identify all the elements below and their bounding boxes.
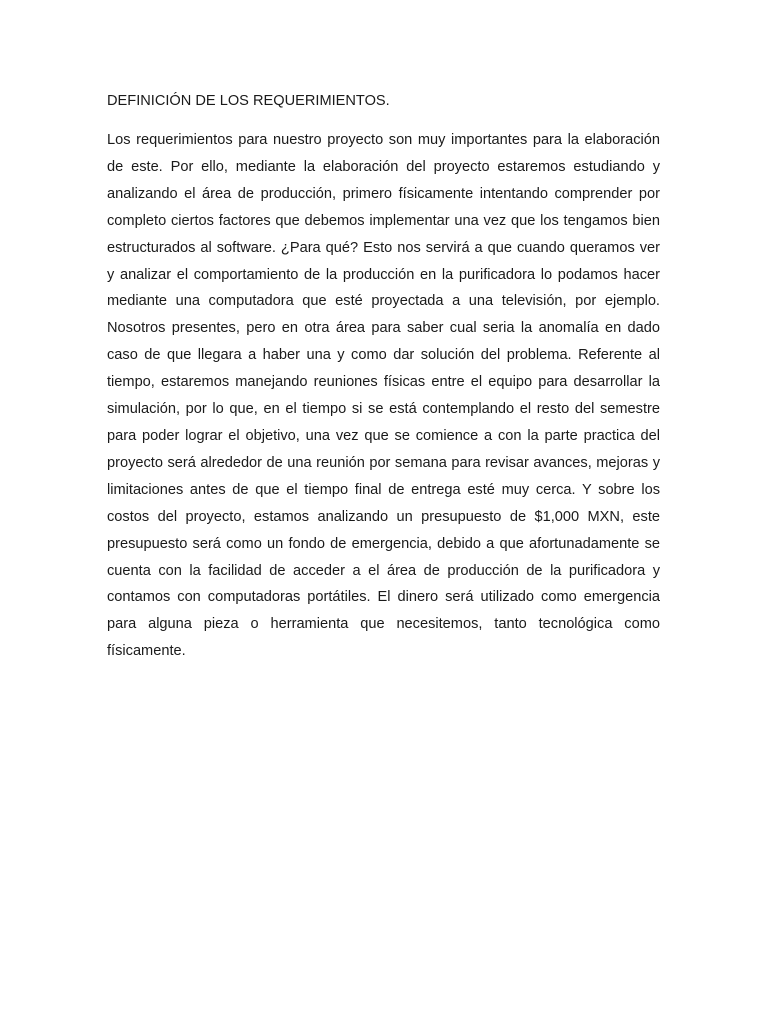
document-content — [107, 91, 660, 665]
document-body-paragraph: Los requerimientos para nuestro proyecto son muy importantes para la elaboración de este. Por ello, mediante la elaboración del proyecto estaremos estudiando y analizando el área de producción, primero físicamente intentando comprender por completo ciertos factores que debemos implementar una vez que los tengamos bien estructurados al software. ¿Para qué? Esto nos servirá a que cuando queramos ver y analizar el comportamiento de la producción en la purificadora lo podamos hacer mediante una computadora que esté proyectada a una televisión, por ejemplo. Nosotros presentes, pero en otra área para saber cual seria la anomalía en dado caso de que llegara a haber una y como dar solución del problema. Referente al tiempo, estaremos manejando reuniones físicas entre el equipo para desarrollar la simulación, por lo que, en el tiempo si se está contemplando el resto del semestre para poder lograr el objetivo, una vez que se comience a con la parte practica del proyecto será alrededor de una reunión por semana para revisar avances, mejoras y limitaciones antes de que el tiempo final de entrega esté muy cerca. Y sobre los costos del proyecto, estamos analizando un presupuesto de $1,000 MXN, este presupuesto será como un fondo de emergencia, debido a que afortunadamente se cuenta con la facilidad de acceder a el área de producción de la purificadora y contamos con computadoras portátiles. El dinero será utilizado como emergencia para alguna pieza o herramienta que necesitemos, tanto tecnológica como físicamente. — [107, 132, 660, 660]
document-title: DEFINICIÓN DE LOS REQUERIMIENTOS. — [107, 93, 390, 109]
